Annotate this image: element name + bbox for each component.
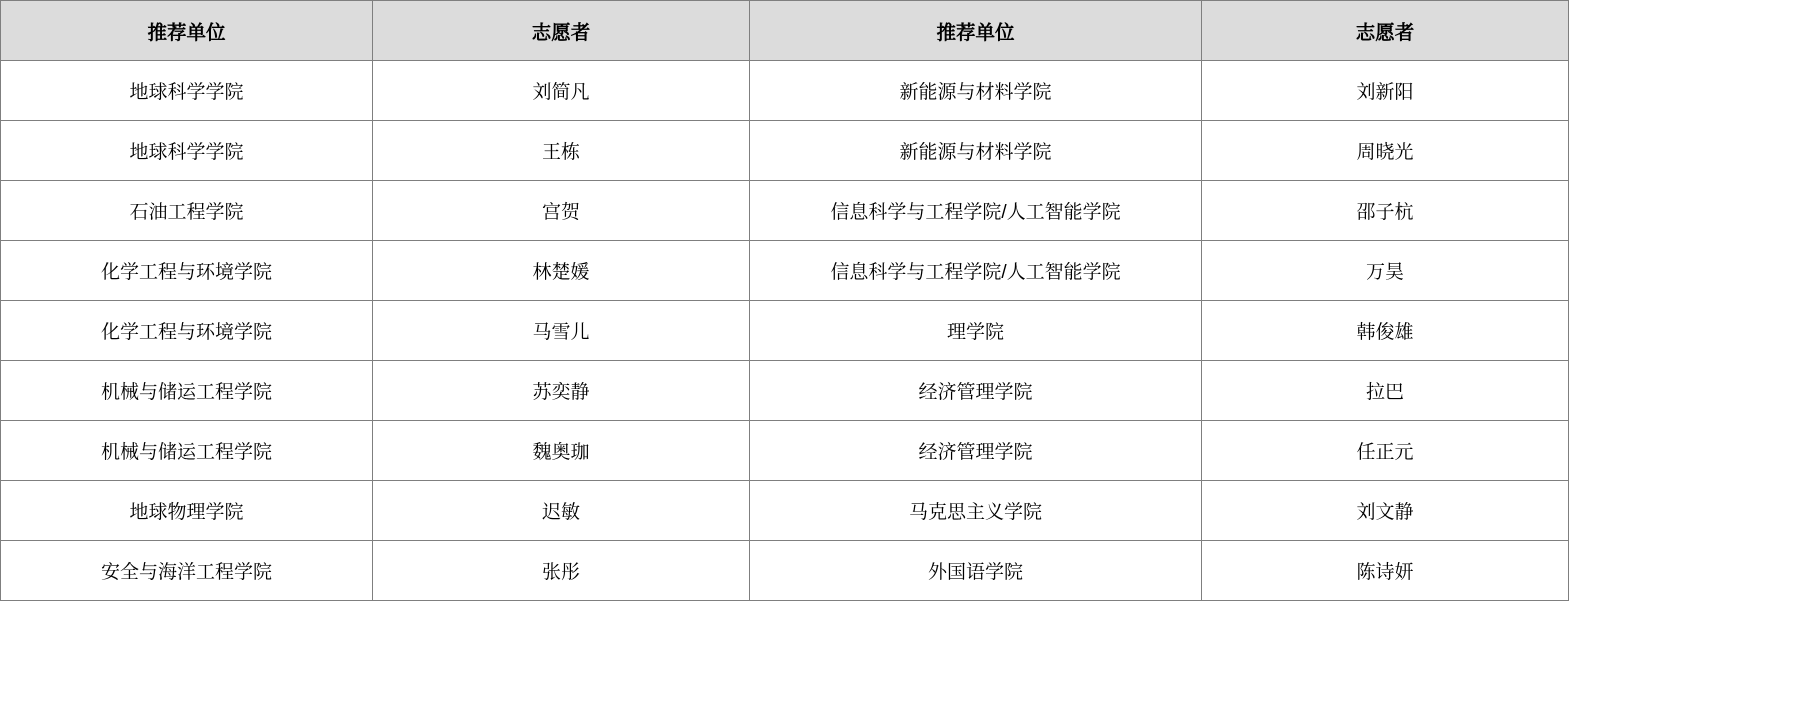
cell-volunteer-left: 苏奕静 bbox=[373, 361, 750, 421]
cell-volunteer-left: 魏奥珈 bbox=[373, 421, 750, 481]
cell-unit-left: 地球科学学院 bbox=[1, 61, 373, 121]
cell-volunteer-right: 刘文静 bbox=[1202, 481, 1569, 541]
table-header bbox=[1, 1, 1569, 61]
cell-unit-left: 安全与海洋工程学院 bbox=[1, 541, 373, 601]
table-header-row bbox=[1, 1, 1569, 61]
cell-volunteer-right: 任正元 bbox=[1202, 421, 1569, 481]
cell-unit-left: 石油工程学院 bbox=[1, 181, 373, 241]
cell-unit-right: 经济管理学院 bbox=[750, 421, 1202, 481]
cell-volunteer-left: 马雪儿 bbox=[373, 301, 750, 361]
table-row bbox=[1, 541, 1569, 601]
cell-unit-right: 理学院 bbox=[750, 301, 1202, 361]
table-row bbox=[1, 181, 1569, 241]
table-row bbox=[1, 241, 1569, 301]
cell-volunteer-right: 韩俊雄 bbox=[1202, 301, 1569, 361]
cell-volunteer-left: 张彤 bbox=[373, 541, 750, 601]
cell-volunteer-right: 邵子杭 bbox=[1202, 181, 1569, 241]
cell-unit-left: 化学工程与环境学院 bbox=[1, 241, 373, 301]
cell-unit-right: 信息科学与工程学院/人工智能学院 bbox=[750, 241, 1202, 301]
table-row bbox=[1, 121, 1569, 181]
cell-unit-left: 地球科学学院 bbox=[1, 121, 373, 181]
cell-volunteer-right: 周晓光 bbox=[1202, 121, 1569, 181]
table-body bbox=[1, 61, 1569, 601]
cell-unit-right: 外国语学院 bbox=[750, 541, 1202, 601]
cell-volunteer-left: 刘简凡 bbox=[373, 61, 750, 121]
cell-volunteer-left: 迟敏 bbox=[373, 481, 750, 541]
cell-unit-right: 信息科学与工程学院/人工智能学院 bbox=[750, 181, 1202, 241]
cell-unit-right: 新能源与材料学院 bbox=[750, 61, 1202, 121]
column-header-recommending-unit-left: 推荐单位 bbox=[1, 1, 373, 61]
cell-unit-left: 化学工程与环境学院 bbox=[1, 301, 373, 361]
cell-unit-right: 新能源与材料学院 bbox=[750, 121, 1202, 181]
cell-volunteer-left: 王栋 bbox=[373, 121, 750, 181]
cell-volunteer-left: 宫贺 bbox=[373, 181, 750, 241]
cell-unit-left: 机械与储运工程学院 bbox=[1, 421, 373, 481]
column-header-volunteer-left: 志愿者 bbox=[373, 1, 750, 61]
table-row bbox=[1, 301, 1569, 361]
cell-volunteer-right: 刘新阳 bbox=[1202, 61, 1569, 121]
cell-volunteer-right: 万昊 bbox=[1202, 241, 1569, 301]
cell-unit-left: 机械与储运工程学院 bbox=[1, 361, 373, 421]
cell-unit-right: 经济管理学院 bbox=[750, 361, 1202, 421]
table-row bbox=[1, 421, 1569, 481]
cell-unit-left: 地球物理学院 bbox=[1, 481, 373, 541]
table-row bbox=[1, 61, 1569, 121]
cell-unit-right: 马克思主义学院 bbox=[750, 481, 1202, 541]
cell-volunteer-left: 林楚媛 bbox=[373, 241, 750, 301]
table-row bbox=[1, 361, 1569, 421]
cell-volunteer-right: 陈诗妍 bbox=[1202, 541, 1569, 601]
table-row bbox=[1, 481, 1569, 541]
column-header-recommending-unit-right: 推荐单位 bbox=[750, 1, 1202, 61]
cell-volunteer-right: 拉巴 bbox=[1202, 361, 1569, 421]
column-header-volunteer-right: 志愿者 bbox=[1202, 1, 1569, 61]
